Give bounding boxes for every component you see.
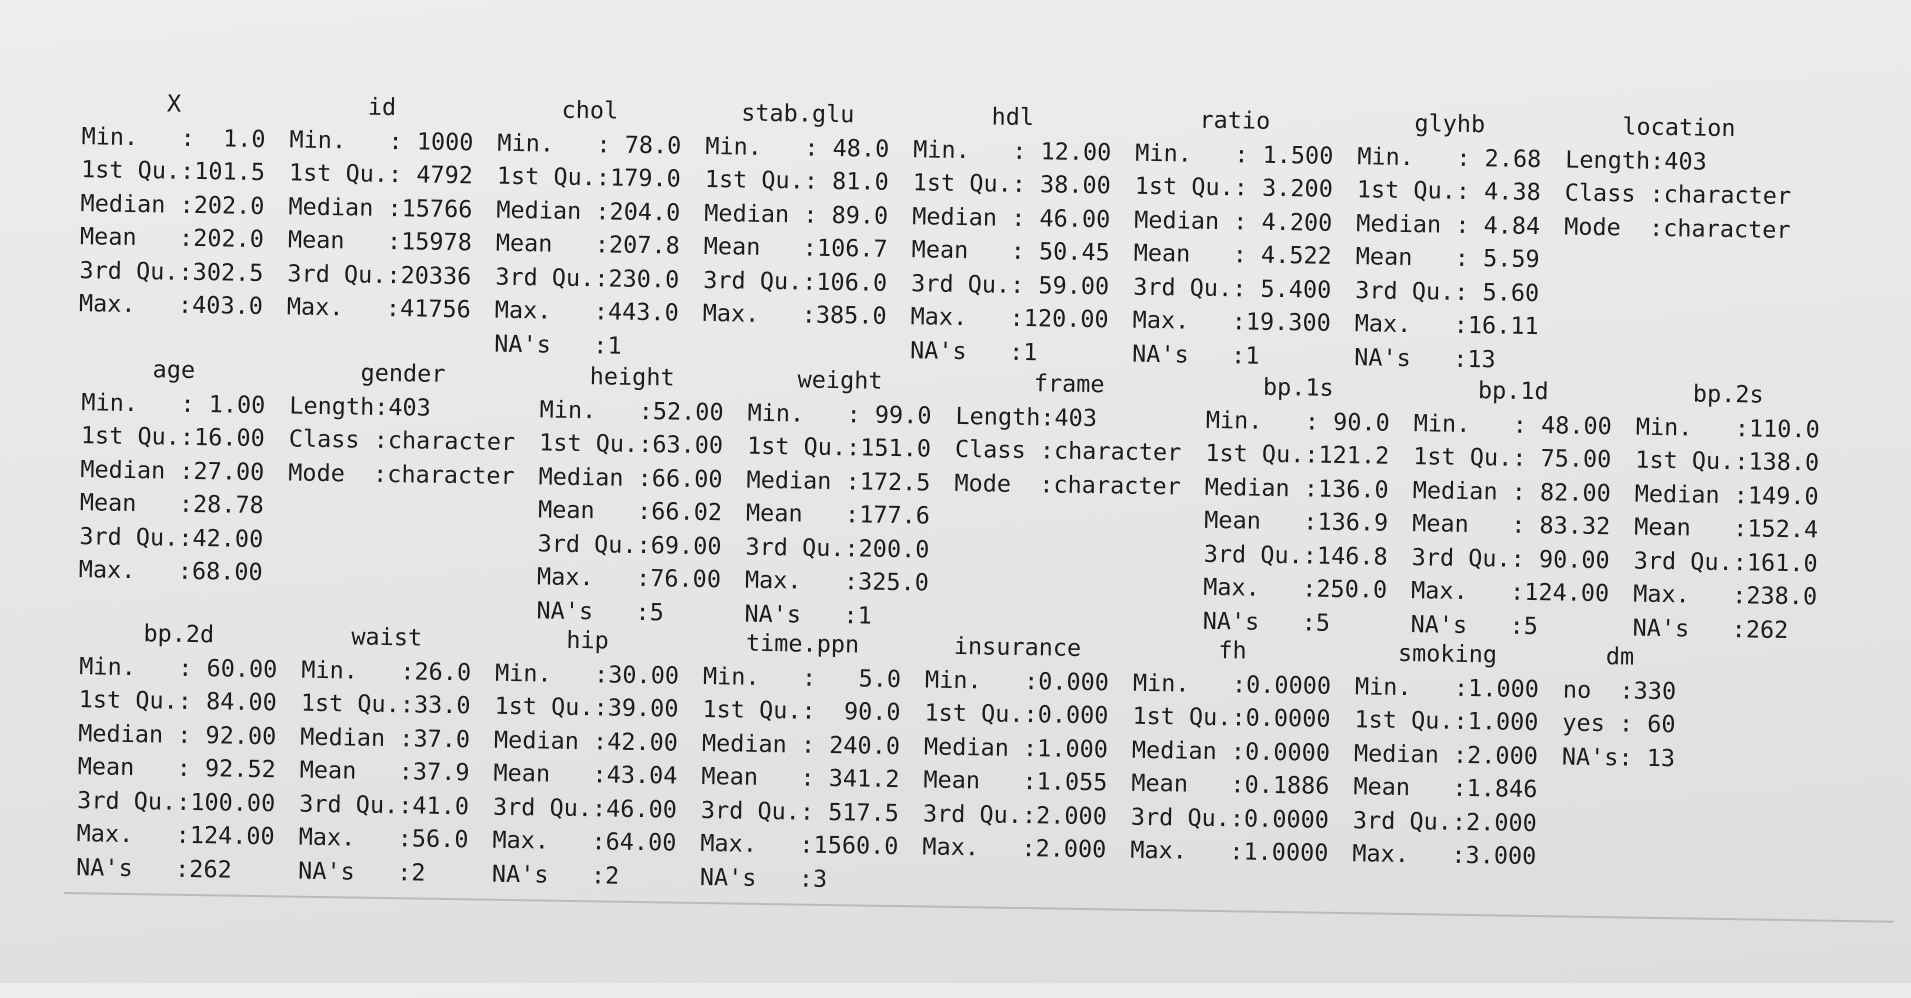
- stat-line: Min. : 48.00: [1413, 408, 1613, 440]
- stat-line: NA's :3: [699, 862, 828, 893]
- summary-column: [702, 96, 890, 367]
- stat-line: Mean :152.4: [1634, 512, 1819, 544]
- stat-line: 3rd Qu.:100.00: [76, 785, 276, 817]
- column-header: bp.2s: [1692, 379, 1764, 409]
- stat-line: Mean : 4.522: [1133, 238, 1333, 270]
- column-header: gender: [360, 358, 446, 388]
- stat-line: Min. :52.00: [539, 394, 724, 426]
- stat-line: 1st Qu.: 4.38: [1356, 175, 1541, 207]
- column-header: smoking: [1397, 638, 1498, 669]
- stat-line: Min. : 99.0: [747, 398, 932, 430]
- stat-line: Min. : 78.0: [497, 128, 682, 160]
- summary-row: [76, 616, 1701, 909]
- stat-line: 3rd Qu.:146.8: [1203, 539, 1388, 571]
- summary-column: [1202, 370, 1390, 641]
- stat-line: Mean :37.9: [299, 755, 470, 787]
- stat-line: Median :202.0: [80, 188, 265, 220]
- stat-line: 3rd Qu.:2.000: [922, 798, 1108, 830]
- column-header: bp.2d: [143, 619, 215, 649]
- stat-line: NA's :1: [909, 335, 1038, 366]
- stat-line: 1st Qu.:16.00: [80, 421, 266, 453]
- stat-line: NA's: 13: [1561, 741, 1676, 772]
- stat-line: Median :37.0: [300, 722, 471, 753]
- stat-line: NA's :1: [1131, 339, 1260, 370]
- column-header: X: [166, 89, 182, 118]
- stat-line: 1st Qu.: 3.200: [1134, 171, 1334, 203]
- stat-line: Max. :1.0000: [1130, 835, 1329, 867]
- column-header: height: [589, 362, 675, 392]
- stat-line: Min. : 1000: [289, 124, 474, 156]
- stat-line: 1st Qu.: 4792: [288, 158, 474, 190]
- stat-line: Median : 4.84: [1356, 208, 1541, 240]
- stat-line: Min. : 1.00: [81, 387, 266, 419]
- stat-line: Max. :64.00: [492, 825, 677, 857]
- stat-line: NA's :1: [494, 329, 622, 360]
- summary-column: [492, 623, 680, 894]
- summary-block-2: [78, 352, 1845, 648]
- summary-column: [744, 363, 932, 634]
- stat-line: Mode :character: [954, 468, 1182, 500]
- stat-line: Median : 4.200: [1134, 205, 1333, 237]
- stat-line: Mean : 92.52: [77, 752, 276, 784]
- column-header: fh: [1218, 636, 1247, 665]
- stat-line: Mean :136.9: [1204, 505, 1389, 537]
- stat-line: Mean :207.8: [495, 228, 680, 260]
- stat-line: NA's :262: [1632, 613, 1789, 644]
- stat-line: Max. :443.0: [494, 295, 679, 327]
- stat-line: Median :149.0: [1634, 479, 1819, 510]
- stat-line: Median :27.00: [80, 454, 265, 486]
- stat-line: Mean :15978: [287, 225, 473, 257]
- stat-line: Min. :0.000: [924, 664, 1110, 696]
- stat-line: Max. :250.0: [1203, 572, 1388, 604]
- stat-line: Median : 92.00: [78, 718, 277, 750]
- stat-line: Mean :1.846: [1353, 772, 1538, 804]
- stat-line: 3rd Qu.:230.0: [495, 262, 680, 294]
- stat-line: Min. : 12.00: [913, 134, 1112, 166]
- stat-line: Mean :0.1886: [1131, 768, 1330, 800]
- stat-line: 3rd Qu.:0.0000: [1130, 802, 1330, 834]
- stat-line: Max. :385.0: [702, 298, 887, 330]
- summary-block-3: [76, 616, 1701, 909]
- stat-line: 1st Qu.: 81.0: [704, 164, 889, 196]
- stat-line: Class :character: [288, 424, 516, 457]
- stat-line: 3rd Qu.:20336: [287, 258, 472, 290]
- stat-line: 3rd Qu.: 90.00: [1411, 542, 1610, 574]
- stat-line: 3rd Qu.: 5.400: [1132, 272, 1332, 304]
- stat-line: Class :character: [1564, 178, 1792, 211]
- stat-line: Min. : 60.00: [79, 651, 278, 683]
- stat-line: 3rd Qu.: 5.60: [1355, 275, 1540, 307]
- stat-line: Min. :26.0: [301, 655, 472, 686]
- stat-line: Mean : 341.2: [701, 761, 900, 794]
- stat-line: Median :15766: [288, 191, 473, 223]
- stat-line: 3rd Qu.:302.5: [79, 255, 264, 287]
- stat-line: Mean :1.055: [923, 765, 1108, 797]
- stat-line: Median : 89.0: [704, 198, 889, 230]
- summary-column: [286, 89, 474, 360]
- stat-line: Median :172.5: [746, 465, 931, 497]
- summary-column: [1410, 373, 1612, 644]
- stat-line: 1st Qu.:121.2: [1205, 438, 1390, 470]
- summary-column: [922, 629, 1110, 900]
- summary-row: [78, 86, 1816, 381]
- column-header: chol: [561, 95, 619, 125]
- column-header: age: [152, 355, 196, 384]
- stat-line: Min. : 2.68: [1357, 141, 1542, 173]
- stat-line: Min. :1.000: [1354, 671, 1540, 703]
- stat-line: 1st Qu.:33.0: [300, 688, 471, 720]
- stat-line: Median :136.0: [1204, 472, 1389, 504]
- stat-line: 1st Qu.:0.000: [924, 698, 1109, 730]
- stat-line: 3rd Qu.:41.0: [299, 789, 470, 820]
- stat-line: Max. :124.00: [1410, 576, 1610, 608]
- stat-line: Max. :120.00: [910, 302, 1109, 334]
- stat-line: yes : 60: [1562, 708, 1676, 739]
- stat-line: Max. :56.0: [298, 822, 469, 854]
- column-header: location: [1622, 112, 1736, 143]
- stat-line: NA's :1: [744, 599, 872, 630]
- stat-line: 3rd Qu.:106.0: [703, 265, 888, 297]
- summary-column: [494, 93, 682, 364]
- summary-column: [910, 99, 1112, 370]
- summary-row: [78, 352, 1845, 648]
- column-header: bp.1d: [1477, 376, 1549, 406]
- stat-line: Max. :1560.0: [700, 828, 899, 861]
- summary-column: [76, 616, 278, 887]
- summary-column: [1632, 377, 1820, 648]
- stat-line: Max. :16.11: [1354, 309, 1539, 341]
- stat-line: Median :0.0000: [1131, 735, 1331, 767]
- stat-line: Min. : 1.0: [81, 121, 266, 153]
- stat-line: NA's :5: [1410, 609, 1539, 640]
- stat-line: Mean :177.6: [745, 498, 931, 530]
- column-header: bp.1s: [1262, 372, 1334, 402]
- summary-column: [536, 359, 724, 630]
- summary-column: [1560, 639, 1677, 909]
- column-header: insurance: [953, 631, 1082, 662]
- column-header: weight: [797, 365, 883, 395]
- stat-line: Max. :76.00: [536, 562, 722, 594]
- stat-line: Length:403: [289, 390, 432, 422]
- stat-line: Max. :3.000: [1352, 839, 1537, 871]
- column-header: time.ppn: [745, 628, 860, 659]
- stat-line: Median :1.000: [923, 731, 1109, 763]
- stat-line: Max. :325.0: [744, 565, 930, 597]
- stat-line: NA's :262: [75, 852, 232, 884]
- stat-line: Mean :202.0: [79, 222, 265, 254]
- stat-line: Max. :19.300: [1132, 305, 1331, 337]
- stat-line: Min. : 1.500: [1135, 138, 1334, 170]
- stat-line: 3rd Qu.:2.000: [1352, 805, 1538, 837]
- stat-line: 1st Qu.:179.0: [496, 161, 682, 193]
- stat-line: no :330: [1562, 674, 1677, 705]
- stat-line: 1st Qu.:101.5: [80, 155, 266, 187]
- summary-column: [78, 352, 266, 623]
- column-header: hip: [566, 625, 610, 655]
- stat-line: Median :42.00: [493, 725, 679, 757]
- stat-line: 1st Qu.:138.0: [1635, 445, 1820, 477]
- summary-column: [1562, 109, 1793, 381]
- column-header: hdl: [991, 102, 1035, 132]
- stat-line: Median :66.00: [538, 461, 723, 493]
- stat-line: Mode :character: [288, 457, 515, 490]
- stat-line: 1st Qu.: 38.00: [912, 168, 1112, 200]
- stat-line: 1st Qu.: 75.00: [1413, 442, 1612, 474]
- stat-line: Median :2.000: [1353, 738, 1539, 770]
- stat-line: Mean :43.04: [493, 758, 678, 790]
- summary-column: [1132, 103, 1334, 374]
- stat-line: Mode :character: [1564, 211, 1791, 244]
- column-header: ratio: [1199, 105, 1271, 135]
- stat-line: 3rd Qu.: 517.5: [700, 795, 900, 827]
- stat-line: 3rd Qu.:42.00: [79, 521, 264, 553]
- stat-line: Max. :2.000: [922, 832, 1107, 864]
- stat-line: Min. : 5.0: [702, 661, 902, 693]
- stat-line: Min. :30.00: [494, 658, 680, 690]
- stat-line: Median :204.0: [496, 195, 681, 227]
- stat-line: 1st Qu.:1.000: [1354, 705, 1539, 737]
- column-header: dm: [1605, 642, 1635, 671]
- stat-line: Max. :41756: [286, 292, 472, 324]
- column-header: stab.glu: [741, 98, 855, 129]
- summary-column: [1130, 633, 1332, 904]
- stat-line: Mean :28.78: [79, 488, 264, 520]
- stat-line: 1st Qu.:63.00: [538, 428, 724, 460]
- summary-column: [1354, 106, 1542, 377]
- stat-line: Max. :403.0: [78, 289, 264, 321]
- stat-line: Length:403: [1565, 144, 1707, 176]
- summary-column: [700, 626, 902, 897]
- stat-line: NA's :2: [491, 859, 620, 890]
- summary-block-1: [78, 86, 1816, 381]
- stat-line: Length:403: [955, 401, 1098, 432]
- stat-line: NA's :5: [1202, 606, 1331, 637]
- summary-column: [952, 366, 1183, 638]
- stat-line: 1st Qu.: 90.0: [702, 694, 901, 727]
- stat-line: NA's :2: [297, 856, 426, 887]
- column-header: waist: [351, 622, 423, 652]
- stat-line: Class :character: [954, 434, 1182, 467]
- stat-line: 1st Qu.:151.0: [746, 431, 932, 463]
- stat-line: Median : 82.00: [1412, 475, 1611, 507]
- stat-line: Median : 46.00: [911, 201, 1111, 233]
- stat-line: Mean :106.7: [703, 231, 888, 263]
- summary-column: [1352, 636, 1540, 907]
- stat-line: Mean : 83.32: [1411, 509, 1611, 541]
- stat-line: 3rd Qu.:69.00: [537, 528, 722, 560]
- stat-line: 3rd Qu.: 59.00: [910, 268, 1110, 300]
- stat-line: 1st Qu.: 84.00: [78, 685, 278, 717]
- stat-line: 3rd Qu.:46.00: [492, 792, 678, 824]
- stat-line: NA's :5: [536, 595, 665, 626]
- stat-line: Min. : 48.0: [705, 131, 890, 163]
- summary-column: [286, 355, 517, 627]
- stat-line: Min. :110.0: [1635, 412, 1820, 443]
- summary-column: [298, 620, 472, 891]
- column-header: id: [367, 92, 397, 122]
- stat-line: Min. :0.0000: [1132, 668, 1332, 700]
- stat-line: Mean : 5.59: [1355, 242, 1540, 274]
- stat-line: Mean : 50.45: [911, 235, 1110, 267]
- column-header: glyhb: [1414, 109, 1486, 139]
- stat-line: Max. :124.00: [76, 819, 275, 851]
- stat-line: 3rd Qu.:200.0: [745, 532, 930, 564]
- stat-line: 3rd Qu.:161.0: [1633, 546, 1818, 577]
- stat-line: Mean :66.02: [537, 495, 723, 527]
- stat-line: 1st Qu.:39.00: [494, 691, 679, 723]
- stat-line: 1st Qu.:0.0000: [1132, 701, 1331, 733]
- summary-column: [78, 86, 266, 357]
- stat-line: NA's :13: [1353, 342, 1496, 373]
- column-header: frame: [1033, 369, 1105, 399]
- stat-line: Max. :238.0: [1632, 579, 1818, 611]
- stat-line: Median : 240.0: [701, 728, 901, 760]
- stat-line: Min. : 90.0: [1205, 405, 1390, 437]
- stat-line: Max. :68.00: [78, 555, 263, 587]
